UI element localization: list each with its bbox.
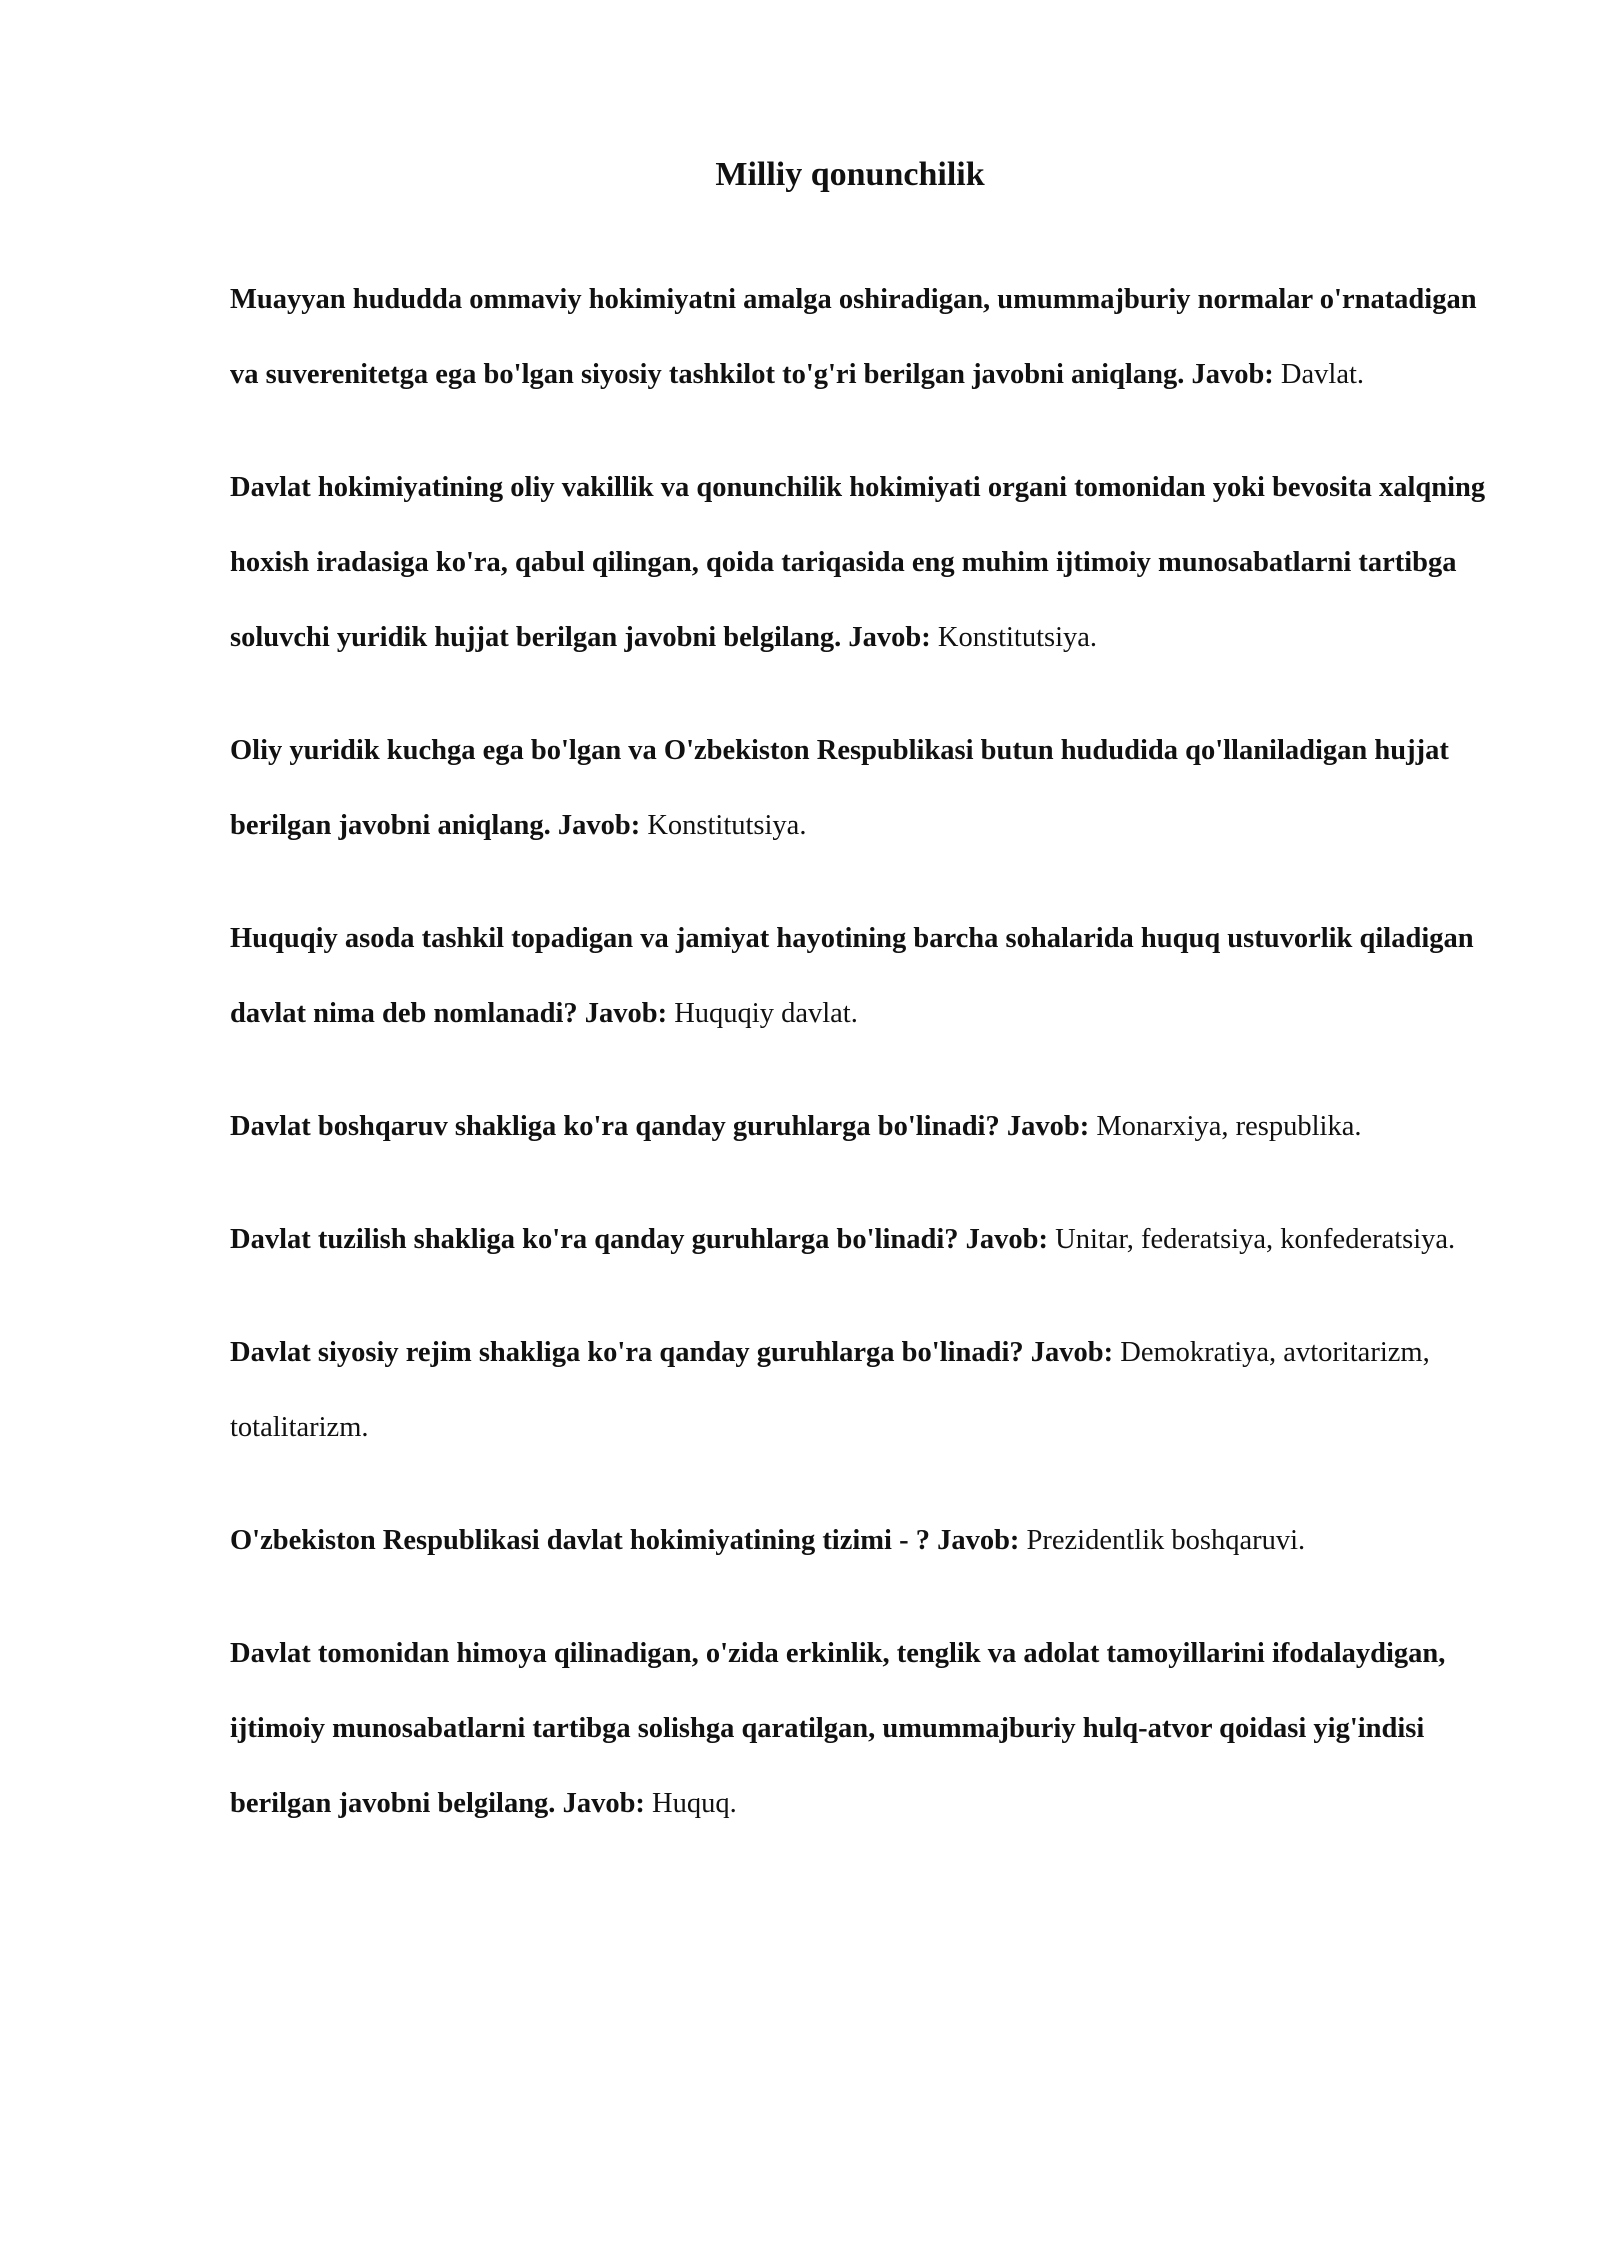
answer-text: Huquqiy davlat. <box>674 998 858 1029</box>
answer-label: Javob: <box>937 1525 1020 1556</box>
answer-text: Huquq. <box>652 1788 737 1819</box>
question-text: Davlat siyosiy rejim shakliga ko'ra qanday guruhlarga bo'linadi? <box>230 1337 1024 1368</box>
qa-item <box>230 450 1495 675</box>
question-text: Muayyan hududda ommaviy hokimiyatni amalga oshiradigan, umummajburiy normalar o'rnatadigan va suverenitetga ega bo'lgan siyosiy tashkilot to'g'ri berilgan javobni aniqlang. <box>230 284 1477 390</box>
page-title: Milliy qonunchilik <box>715 156 985 193</box>
question-text: Davlat tomonidan himoya qilinadigan, o'zida erkinlik, tenglik va adolat tamoyillarini ifodalaydigan, ijtimoiy munosabatlarni tartibga solishga qaratilgan, umummajburiy hulq-atvor qoidasi yig'indisi berilgan javobni belgilang. <box>230 1638 1446 1819</box>
answer-label: Javob: <box>848 622 931 653</box>
answer-label: Javob: <box>557 810 641 841</box>
qa-item <box>230 1503 1495 1578</box>
qa-item <box>230 1616 1495 1841</box>
answer-label: Javob: <box>1030 1337 1114 1368</box>
qa-item <box>230 713 1495 863</box>
qa-item <box>230 901 1495 1051</box>
qa-item <box>230 1202 1495 1277</box>
question-text: Huquqiy asoda tashkil topadigan va jamiyat hayotining barcha sohalarida huquq ustuvorlik qiladigan davlat nima deb nomlanadi? <box>230 923 1474 1029</box>
question-text: Oliy yuridik kuchga ega bo'lgan va O'zbekiston Respublikasi butun hududida qo'llaniladigan hujjat berilgan javobni aniqlang. <box>230 735 1449 841</box>
question-text: Davlat boshqaruv shakliga ko'ra qanday guruhlarga bo'linadi? <box>230 1111 1000 1142</box>
answer-label: Javob: <box>1006 1111 1090 1142</box>
qa-item <box>230 1089 1495 1164</box>
qa-item <box>230 1315 1495 1465</box>
question-text: Davlat tuzilish shakliga ko'ra qanday guruhlarga bo'linadi? <box>230 1224 959 1255</box>
question-list <box>230 262 1495 1879</box>
answer-text: Demokratiya, avtoritarizm, totalitarizm. <box>230 1337 1430 1443</box>
answer-label: Javob: <box>584 998 668 1029</box>
answer-text: Unitar, federatsiya, konfederatsiya. <box>1055 1224 1456 1255</box>
answer-label: Javob: <box>562 1788 645 1819</box>
answer-text: Konstitutsiya. <box>937 622 1098 653</box>
answer-text: Konstitutsiya. <box>647 810 807 841</box>
qa-item <box>230 262 1495 412</box>
answer-text: Monarxiya, respublika. <box>1096 1111 1362 1142</box>
question-text: Davlat hokimiyatining oliy vakillik va qonunchilik hokimiyati organi tomonidan yoki bevosita xalqning hoxish iradasiga ko'ra, qabul qilingan, qoida tariqasida eng muhim ijtimoiy munosabatlarni tartibga soluvchi yuridik hujjat berilgan javobni belgilang. <box>230 472 1486 653</box>
answer-text: Davlat. <box>1280 359 1365 390</box>
answer-text: Prezidentlik boshqaruvi. <box>1026 1525 1306 1556</box>
answer-label: Javob: <box>1191 359 1274 390</box>
answer-label: Javob: <box>965 1224 1048 1255</box>
question-text: O'zbekiston Respublikasi davlat hokimiyatining tizimi - ? <box>230 1525 930 1556</box>
